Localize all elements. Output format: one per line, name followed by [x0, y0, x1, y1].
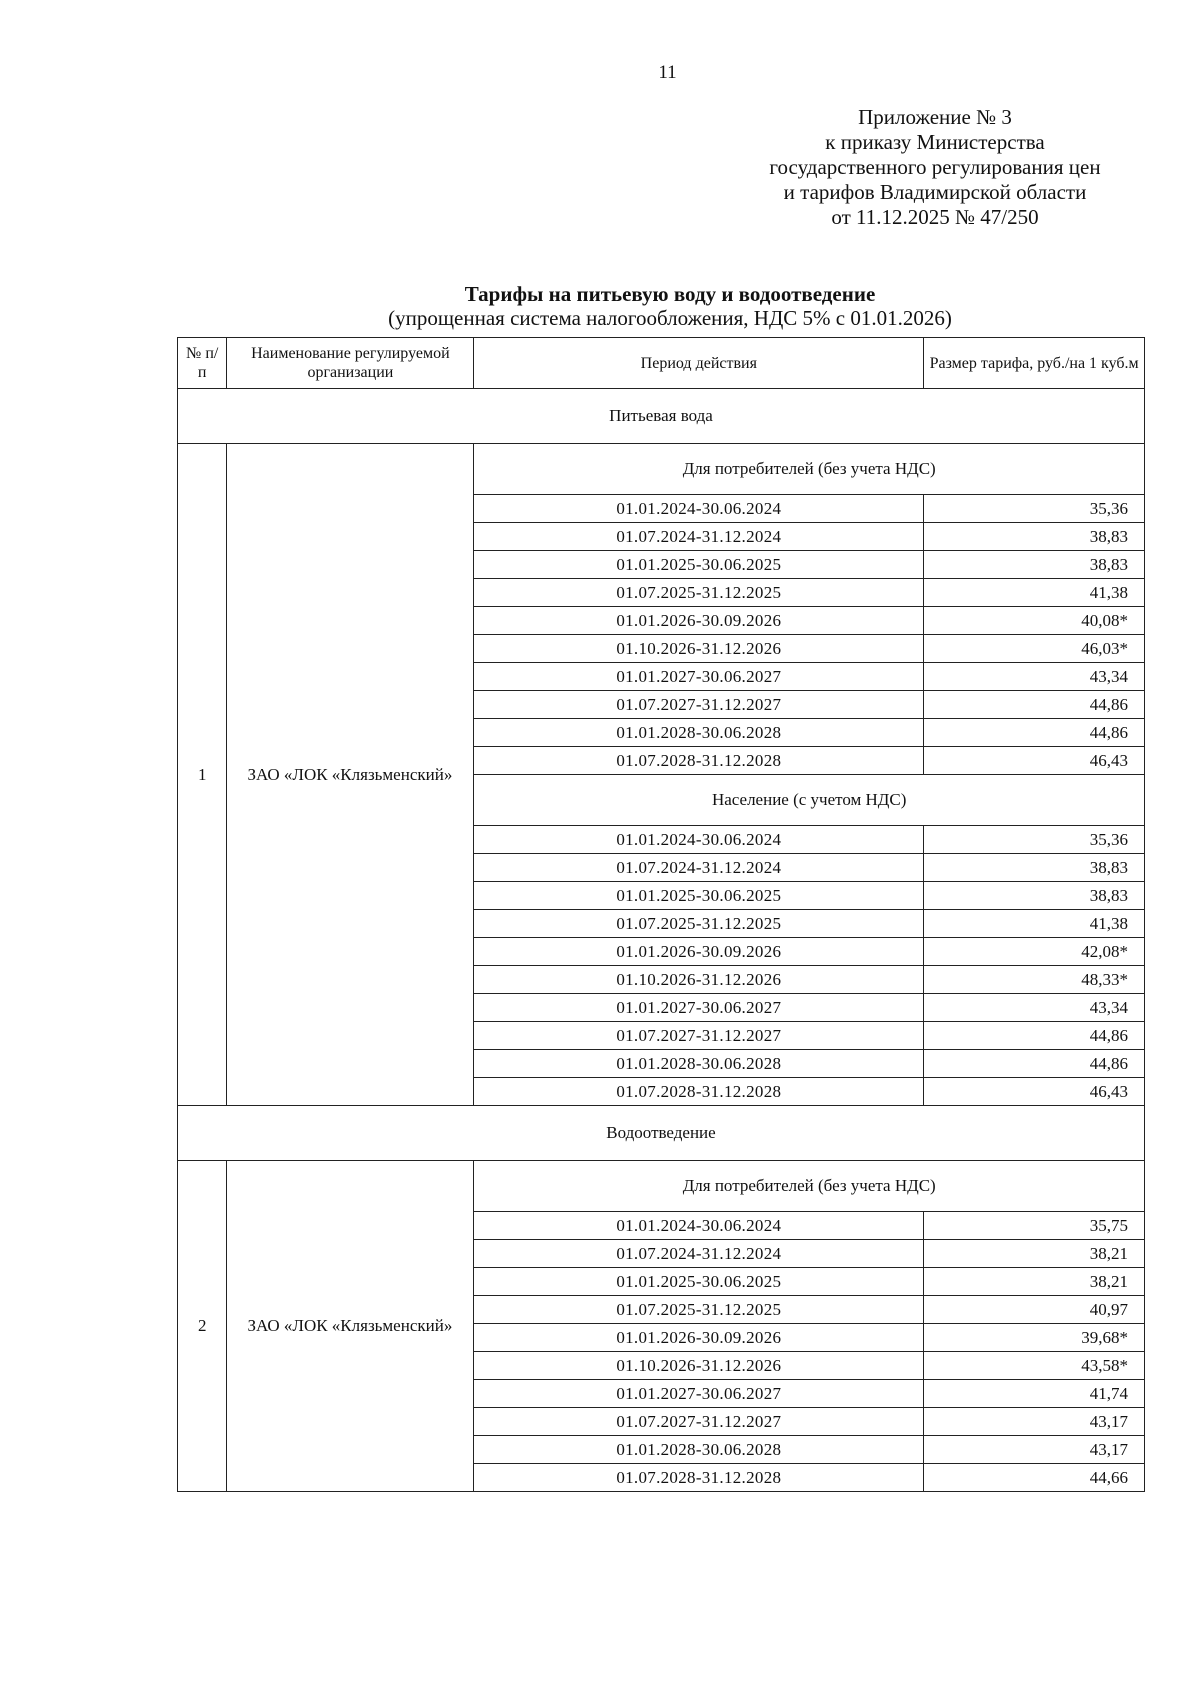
tariff-value-cell: 39,68* [924, 1324, 1145, 1352]
period-cell: 01.07.2024-31.12.2024 [474, 854, 924, 882]
tariff-value-cell: 44,86 [924, 691, 1145, 719]
tariff-value-cell: 43,17 [924, 1436, 1145, 1464]
period-cell: 01.01.2027-30.06.2027 [474, 663, 924, 691]
period-cell: 01.07.2025-31.12.2025 [474, 1296, 924, 1324]
header-value: Размер тарифа, руб./на 1 куб.м [924, 338, 1145, 389]
period-cell: 01.01.2028-30.06.2028 [474, 719, 924, 747]
period-cell: 01.10.2026-31.12.2026 [474, 966, 924, 994]
period-cell: 01.01.2027-30.06.2027 [474, 994, 924, 1022]
tariff-value-cell: 44,86 [924, 1022, 1145, 1050]
period-cell: 01.07.2027-31.12.2027 [474, 1022, 924, 1050]
section-title: Питьевая вода [178, 389, 1145, 444]
tariff-value-cell: 46,03* [924, 635, 1145, 663]
period-cell: 01.01.2026-30.09.2026 [474, 938, 924, 966]
period-cell: 01.07.2025-31.12.2025 [474, 579, 924, 607]
tariff-value-cell: 48,33* [924, 966, 1145, 994]
header-org: Наименование регулируемой организации [227, 338, 474, 389]
appendix-line-4: и тарифов Владимирской области [783, 180, 1087, 204]
period-cell: 01.07.2024-31.12.2024 [474, 1240, 924, 1268]
tariff-value-cell: 42,08* [924, 938, 1145, 966]
tariff-value-cell: 38,83 [924, 551, 1145, 579]
section-row [178, 389, 1145, 444]
period-cell: 01.01.2024-30.06.2024 [474, 1212, 924, 1240]
row-number: 2 [178, 1161, 227, 1492]
tariff-value-cell: 43,17 [924, 1408, 1145, 1436]
group-title: Для потребителей (без учета НДС) [474, 1161, 1145, 1212]
tariff-value-cell: 43,58* [924, 1352, 1145, 1380]
tariff-value-cell: 40,08* [924, 607, 1145, 635]
header-period: Период действия [474, 338, 924, 389]
tariff-value-cell: 38,21 [924, 1268, 1145, 1296]
tariff-value-cell: 38,21 [924, 1240, 1145, 1268]
document-title: Тарифы на питьевую воду и водоотведение [464, 282, 876, 306]
tariff-value-cell: 44,86 [924, 1050, 1145, 1078]
period-cell: 01.07.2024-31.12.2024 [474, 523, 924, 551]
appendix-line-5: от 11.12.2025 № 47/250 [831, 205, 1039, 229]
tariff-value-cell: 43,34 [924, 994, 1145, 1022]
group-row [178, 1161, 1145, 1212]
group-row [178, 444, 1145, 495]
period-cell: 01.01.2024-30.06.2024 [474, 495, 924, 523]
tariff-value-cell: 44,86 [924, 719, 1145, 747]
appendix-line-3: государственного регулирования цен [769, 155, 1101, 179]
period-cell: 01.07.2028-31.12.2028 [474, 747, 924, 775]
group-title: Население (с учетом НДС) [474, 775, 1145, 826]
period-cell: 01.01.2028-30.06.2028 [474, 1436, 924, 1464]
tariff-value-cell: 38,83 [924, 882, 1145, 910]
appendix-note [700, 105, 1170, 230]
period-cell: 01.10.2026-31.12.2026 [474, 635, 924, 663]
tariff-value-cell: 38,83 [924, 523, 1145, 551]
section-title: Водоотведение [178, 1106, 1145, 1161]
period-cell: 01.01.2027-30.06.2027 [474, 1380, 924, 1408]
period-cell: 01.07.2025-31.12.2025 [474, 910, 924, 938]
tariff-value-cell: 44,66 [924, 1464, 1145, 1492]
period-cell: 01.10.2026-31.12.2026 [474, 1352, 924, 1380]
tariff-value-cell: 46,43 [924, 747, 1145, 775]
table-body [178, 389, 1145, 1492]
period-cell: 01.01.2024-30.06.2024 [474, 826, 924, 854]
period-cell: 01.07.2027-31.12.2027 [474, 1408, 924, 1436]
title-block [175, 282, 1165, 330]
tariff-value-cell: 35,36 [924, 826, 1145, 854]
tariff-table [177, 337, 1145, 1492]
tariff-value-cell: 41,38 [924, 910, 1145, 938]
appendix-line-2: к приказу Министерства [825, 130, 1045, 154]
section-row [178, 1106, 1145, 1161]
period-cell: 01.01.2025-30.06.2025 [474, 551, 924, 579]
tariff-value-cell: 40,97 [924, 1296, 1145, 1324]
tariff-value-cell: 35,36 [924, 495, 1145, 523]
tariff-value-cell: 43,34 [924, 663, 1145, 691]
tariff-value-cell: 35,75 [924, 1212, 1145, 1240]
period-cell: 01.07.2028-31.12.2028 [474, 1464, 924, 1492]
period-cell: 01.01.2026-30.09.2026 [474, 607, 924, 635]
group-title: Для потребителей (без учета НДС) [474, 444, 1145, 495]
document-subtitle: (упрощенная система налогообложения, НДС 5% с 01.01.2026) [388, 306, 952, 330]
tariff-value-cell: 38,83 [924, 854, 1145, 882]
period-cell: 01.01.2025-30.06.2025 [474, 882, 924, 910]
period-cell: 01.07.2028-31.12.2028 [474, 1078, 924, 1106]
header-num: № п/п [178, 338, 227, 389]
tariff-value-cell: 41,74 [924, 1380, 1145, 1408]
organization-name: ЗАО «ЛОК «Клязьменский» [227, 444, 474, 1106]
row-number: 1 [178, 444, 227, 1106]
tariff-value-cell: 46,43 [924, 1078, 1145, 1106]
period-cell: 01.01.2028-30.06.2028 [474, 1050, 924, 1078]
page-number: 11 [658, 62, 677, 83]
period-cell: 01.01.2025-30.06.2025 [474, 1268, 924, 1296]
organization-name: ЗАО «ЛОК «Клязьменский» [227, 1161, 474, 1492]
period-cell: 01.07.2027-31.12.2027 [474, 691, 924, 719]
appendix-line-1: Приложение № 3 [858, 105, 1012, 129]
table-header-row [178, 338, 1145, 389]
period-cell: 01.01.2026-30.09.2026 [474, 1324, 924, 1352]
tariff-value-cell: 41,38 [924, 579, 1145, 607]
